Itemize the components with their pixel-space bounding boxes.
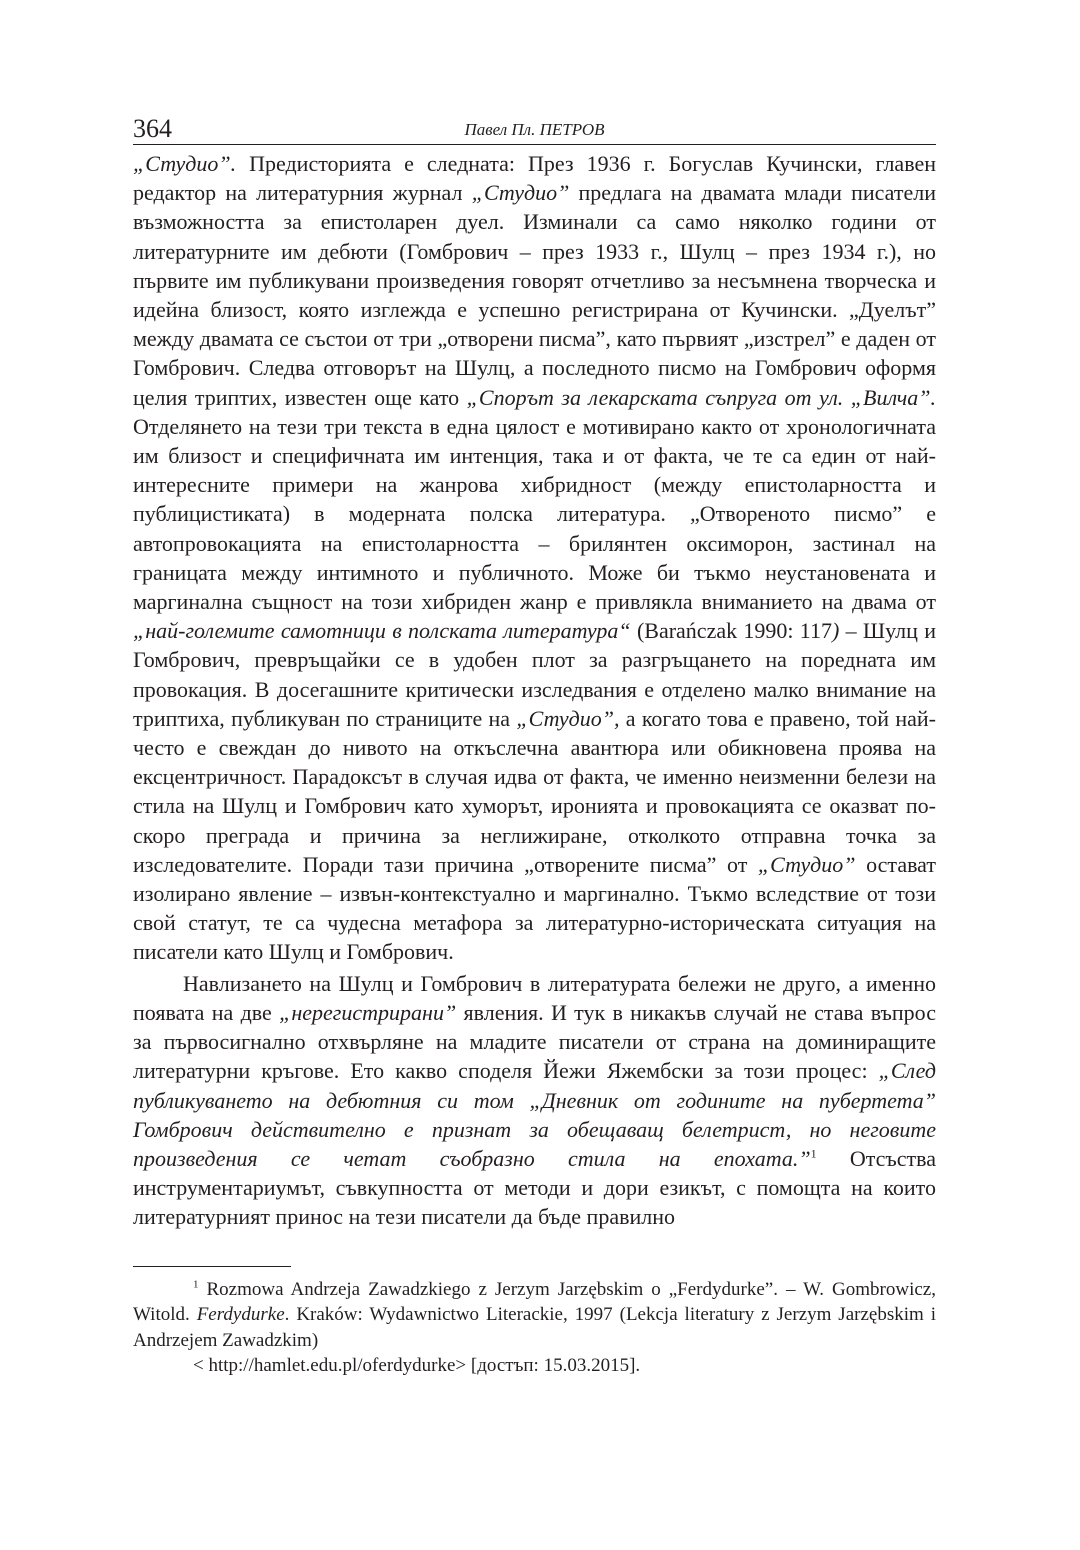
paragraph-1 (133, 149, 936, 967)
text-italic: „Студио”. (133, 151, 237, 176)
body-text (133, 149, 936, 1232)
footnote-divider (133, 1266, 291, 1267)
text-run: (Barańczak 1990: 117 (630, 618, 832, 644)
footnote-1 (133, 1277, 936, 1354)
footnote-mark: 1 (193, 1278, 199, 1291)
text-run: Предисторията е следната: През 1936 г. Богуслав Кучински, главен редактор на литературния журнал (133, 151, 936, 206)
paragraph-2 (133, 969, 936, 1232)
quote-italic: „След публикуването на дебютния си том „Дневник от годините на пубертета” Гомбрович действително е признат за обещаващ белетрист, но неговите произведения се четат съобразно стила на епохата.” (133, 1058, 936, 1171)
text-italic: Ferdydurke (196, 1304, 285, 1326)
text-run: Rozmowa Andrzeja Zawadzkiego z Jerzym Jarzębskim o „Ferdydurke”. – W. Gombrowicz, Witold. (133, 1278, 936, 1326)
page-number: 364 (133, 114, 172, 143)
text-run: Навлизането на Шулц и Гомбрович в литературата бележи не друго, а именно появата на две (133, 970, 936, 1025)
text-run: явления. И тук в никакъв случай не става въпрос за първосигнално отхвърляне на младите писатели от страна на доминиращите литературни кръгове. Ето какво споделя Йежи Яжембски за този процес: (133, 999, 936, 1084)
text-italic: „Спорът за лекарската съпруга от ул. „Вилча”. (466, 384, 936, 410)
text-run: остават изолирано явление – извън-контекстуално и маргинално. Тъкмо вследствие от този свой статут, те са чудесна метафора за литературно-историческата ситуация на писатели като Шулц и Гомбрович. (133, 851, 936, 965)
text-italic: „най-големите самотници в полската литература“ (133, 618, 631, 644)
text-run: Отделянето на тези три текста в една цялост е мотивирано както от хронологичната им близост и специфичната им интенция, така и от факта, че те са един от най-интересните примери на жанрова хибридност (между епистоларността и публицистиката) в модерната полска литература. „Отвореното писмо” е автопровокацията на епистоларността – брилянтен оксиморон, застинал на границата между интимното и публичното. Може би тъкмо неустановената и маргинална същност на този хибриден жанр е привлякла вниманието на двама от (133, 413, 936, 615)
footnote-1-url[interactable]: < http://hamlet.edu.pl/oferdydurke> [достъп: 15.03.2015]. (193, 1355, 641, 1377)
running-head: Павел Пл. ПЕТРОВ (464, 120, 605, 139)
text-italic: „нерегистрирани” (279, 999, 457, 1025)
text-italic: „Студио”, (516, 705, 620, 731)
text-italic: „Студио” (757, 851, 856, 877)
footnotes (133, 1277, 936, 1379)
text-run: Отсъства инструментариумът, съвкупността от методи и дори езикът, с помощта на които литературният принос на тези писатели да бъде правилно (133, 1145, 936, 1230)
text-run: – Шулц и Гомбрович, превръщайки се в удобен плот за разгръщането на поредната им провокация. В досегашните критически изследвания е отделено малко внимание на триптиха, публикуван по страниците на (133, 618, 936, 731)
text-run: . Kraków: Wydawnictwo Literackie, 1997 (Lekcja literatury z Jerzym Jarzębskim i Andrzejem Zawadzkim) (133, 1304, 936, 1351)
text-italic: ) (832, 618, 840, 644)
text-run: предлага на двамата млади писатели възможността за епистоларен дуел. Изминали са само няколко години от литературните им дебюти (Гомбрович – през 1933 г., Шулц – през 1934 г.), но първите им публикувани произведения говорят отчетливо за несъмнена творческа и идейна близост, която изглежда е успешно регистрирана от Кучински. „Дуелът” между двамата се състои от три „отворени писма”, като първият „изстрел” е даден от Гомбрович. Следва отговорът на Шулц, а последното писмо на Гомбрович оформя целия триптих, известен още като (133, 180, 937, 410)
text-italic: „Студио” (471, 180, 570, 206)
text-run: а когато това е правено, той най-често е свеждан до нивото на откъслечна авантюра или обикновена проява на ексцентричност. Парадоксът в случая идва от факта, че именно неизменни белези на стила на Шулц и Гомбрович като хуморът, иронията и провокацията се оказват по-скоро преграда и причина за неглижиране, отколкото отправна точка за изследователите. Поради тази причина „отворените писма” от (133, 705, 936, 877)
footnote-ref[interactable]: 1 (810, 1146, 817, 1161)
page (133, 112, 936, 1379)
page-header (133, 112, 936, 145)
